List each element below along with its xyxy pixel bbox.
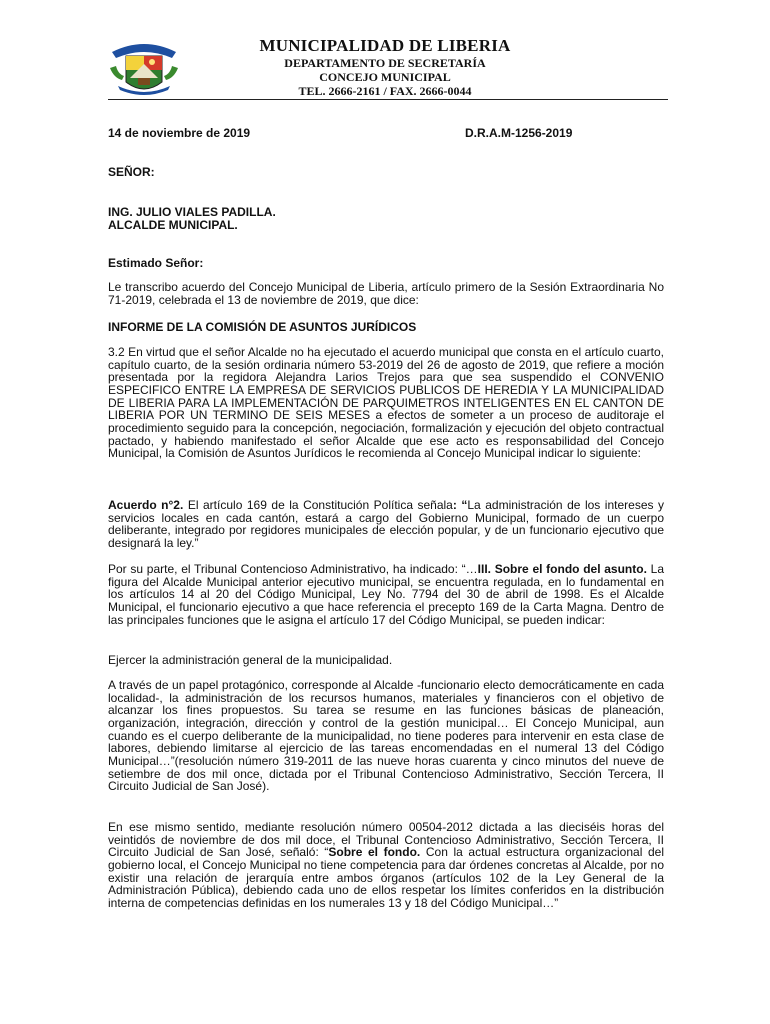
agreement-quote-mark: : “	[452, 498, 468, 512]
agreement-text: El artículo 169 de la Constitución Política señala	[183, 498, 453, 512]
letter-reference: D.R.A.M-1256-2019	[465, 126, 573, 140]
tribunal-heading: III. Sobre el fondo del asunto.	[477, 562, 647, 576]
agreement-label: Acuerdo n°2.	[108, 498, 184, 512]
tribunal-intro: Por su parte, el Tribunal Contencioso Administrativo, ha indicado: “…	[108, 562, 478, 576]
recipient-title: ALCALDE MUNICIPAL.	[108, 218, 238, 232]
resolution-heading: Sobre el fondo.	[328, 845, 421, 860]
tribunal-paragraph	[108, 563, 664, 626]
mayor-role-paragraph: A través de un papel protagónico, corresponde al Alcalde -funcionario electo democráticamente en cada localidad-, la administración de los recursos humanos, materiales y financieros con el objetivo de alcanzar los fines propuestos. Su tarea se resume en las funciones básicas de planeación, organización, integración, dirección y control de la gestión municipal… El Concejo Municipal, aun cuando es el cuerpo deliberante de la municipalidad, no tiene poderes para intervenir en esta clase de labores, debiendo limitarse al ejercicio de las tareas encomendadas en el numeral 13 del Código Municipal…”(resolución número 319-2011 de las nueve horas cuarenta y cinco minutos del nueve de setiembre de dos mil once, dictada por el Tribunal Contencioso Administrativo, Sección Tercera, II Circuito Judicial de San José).	[108, 678, 664, 794]
intro-paragraph: Le transcribo acuerdo del Concejo Municipal de Liberia, artículo primero de la Sesión Extraordinaria No 71-2019, celebrada el 13 de noviembre de 2019, que dice:	[108, 280, 664, 307]
municipal-coat-of-arms-icon	[108, 38, 180, 100]
department-name: DEPARTAMENTO DE SECRETARÍA	[284, 56, 486, 70]
paragraph-3-2: 3.2 En virtud que el señor Alcalde no ha ejecutado el acuerdo municipal que consta en el artículo cuarto, capítulo cuarto, de la sesión ordinaria número 53-2019 del 26 de agosto de 2019, que refiere a moción presentada por la regidora Alejandra Larios Trejos para que sea suspendido el CONVENIO ESPECIFICO ENTRE LA EMPRESA DE SERVICIOS PUBLICOS DE HEREDIA Y LA MUNICIPALIDAD DE LIBERIA PARA LA IMPLEMENTACIÓN DE PARQUIMETROS INTELIGENTES EN EL CANTON DE LIBERIA POR UN TERMINO DE SEIS MESES a efectos de someter a un proceso de auditoraje el procedimiento seguido para la concepción, negociación, formalización y ejecución del objeto contractual pactado, y habiendo manifestado el señor Alcalde que ese acto es responsabilidad del Concejo Municipal, la Comisión de Asuntos Jurídicos le recomienda al Concejo Municipal indicar lo siguiente:	[108, 345, 664, 461]
salutation-label: SEÑOR:	[108, 165, 155, 179]
recipient-name: ING. JULIO VIALES PADILLA.	[108, 205, 276, 219]
agreement-quote: La administración de los intereses y servicios locales en cada cantón, estará a cargo del Gobierno Municipal, formado de un cuerpo deliberante, integrado por regidores municipales de elección popular, y de un funcionario ejecutivo que designará la ley.”	[108, 498, 664, 550]
function-item: Ejercer la administración general de la municipalidad.	[108, 653, 393, 667]
resolution-paragraph	[108, 821, 664, 910]
institution-title: MUNICIPALIDAD DE LIBERIA	[259, 36, 511, 55]
council-name: CONCEJO MUNICIPAL	[319, 70, 451, 84]
section-heading: INFORME DE LA COMISIÓN DE ASUNTOS JURÍDICOS	[108, 320, 417, 334]
letter-date: 14 de noviembre de 2019	[108, 126, 251, 140]
greeting: Estimado Señor:	[108, 256, 204, 270]
contact-phone: TEL. 2666-2161 / FAX. 2666-0044	[298, 84, 472, 98]
header-divider	[108, 99, 668, 100]
resolution-text: Con la actual estructura organizacional del gobierno local, el Concejo Municipal no tiene competencia para dar órdenes concretas al Alcalde, por no existir una relación de jerarquía entre ambos órganos (artículos 102 de la Ley General de la Administración Pública), debiendo cada uno de ellos respetar los límites conferidos en la distribución interna de competencias definidas en los numerales 13 y 18 del Código Municipal…”	[108, 845, 664, 910]
resolution-intro: En ese mismo sentido, mediante resolución número 00504-2012 dictada a las dieciséis horas del veintidós de noviembre de dos mil doce, el Tribunal Contencioso Administrativo, Sección Tercera, II Circuito Judicial de San José, señaló: “	[108, 820, 664, 860]
agreement-paragraph	[108, 499, 664, 550]
tribunal-text: La figura del Alcalde Municipal anterior ejecutivo municipal, se encuentra regulada, en lo fundamental en los artículos 14 al 20 del Código Municipal, Ley No. 7794 del 30 de abril de 1998. Es el Alcalde Municipal, el funcionario ejecutivo a que hace referencia el precepto 169 de la Carta Magna. Dentro de las principales funciones que le asigna el artículo 17 del Código Municipal, se pueden indicar:	[108, 562, 665, 627]
